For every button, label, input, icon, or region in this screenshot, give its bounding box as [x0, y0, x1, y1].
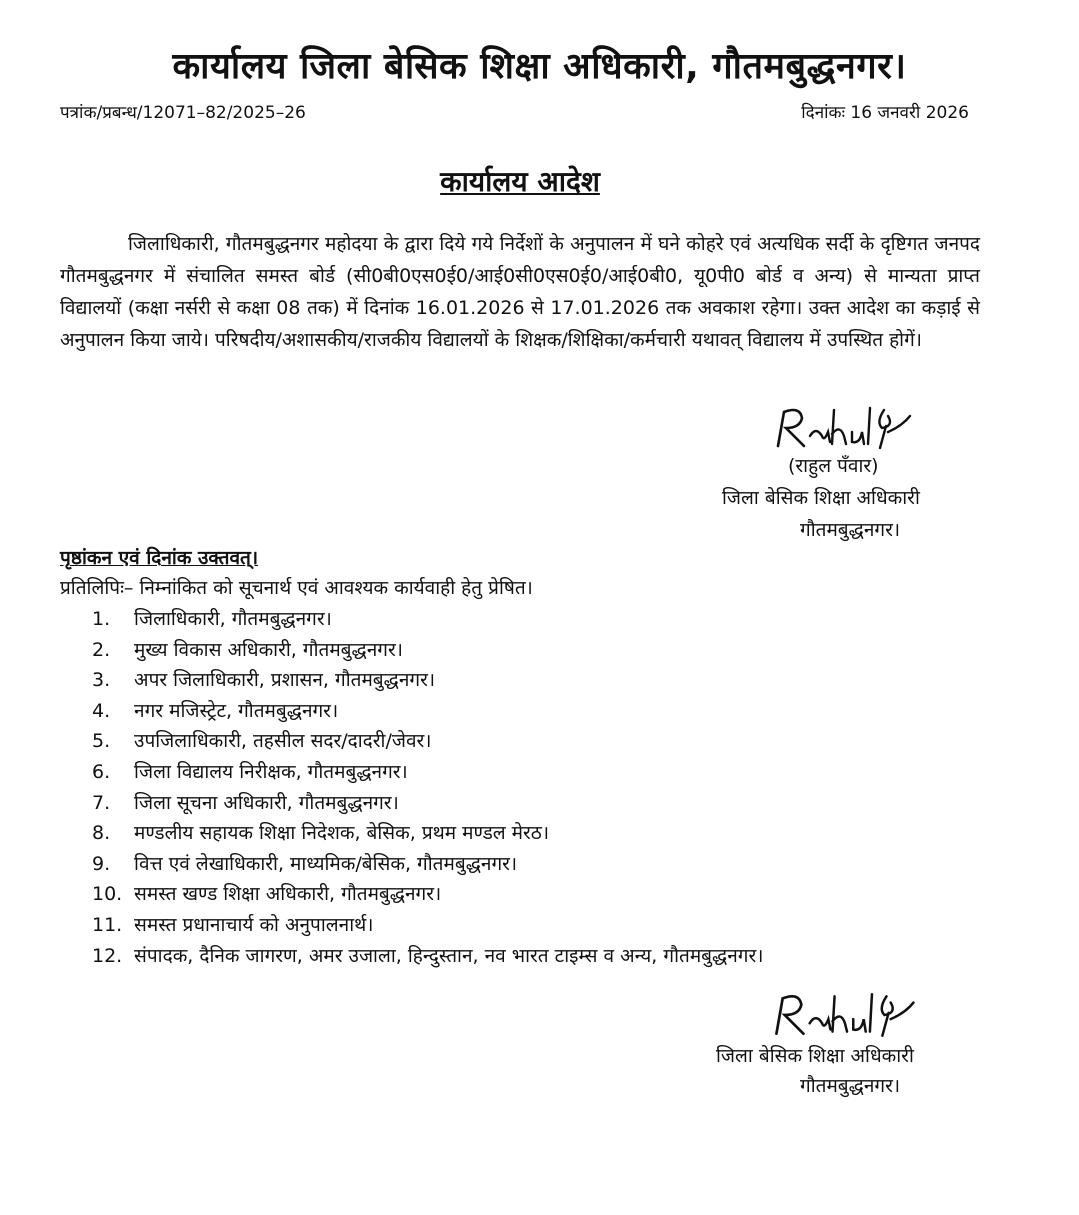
list-item-number: 5. [92, 730, 111, 753]
list-item [92, 879, 763, 910]
list-item-number: 9. [92, 852, 111, 875]
order-body-paragraph: जिलाधिकारी, गौतमबुद्धनगर महोदया के द्वारा दिये गये निर्देशों के अनुपालन में घने कोहरे एवं अत्यधिक सर्दी के दृष्टिगत जनपद गौतमबुद्धनगर में संचालित समस्त बोर्ड (सी0बी0एस0ई0/आई0सी0एस0ई0/आई0बी0, यू0पी0 बोर्ड व अन्य) से मान्यता प्राप्त विद्यालयों (कक्षा नर्सरी से कक्षा 08 तक) में दिनांक 16.01.2026 से 17.01.2026 तक अवकाश रहेगा। उक्त आदेश का कड़ाई से अनुपालन किया जाये। परिषदीय/अशासकीय/राजकीय विद्यालयों के शिक्षक/शिक्षिका/कर्मचारी यथावत् विद्यालय में उपस्थित होगें। [60, 233, 980, 351]
list-item [92, 604, 763, 635]
order-date: दिनांकः 16 जनवरी 2026 [801, 103, 969, 123]
list-item-number: 2. [92, 638, 111, 661]
list-item-text: जिलाधिकारी, गौतमबुद्धनगर। [134, 608, 332, 630]
list-item-text: वित्त एवं लेखाधिकारी, माध्यमिक/बेसिक, गौतमबुद्धनगर। [134, 852, 518, 875]
list-item-number: 6. [92, 760, 111, 783]
recipient-list [92, 604, 763, 971]
office-header-title: कार्यालय जिला बेसिक शिक्षा अधिकारी, गौतमबुद्धनगर। [172, 46, 907, 87]
list-item [92, 788, 763, 819]
list-item [92, 635, 763, 666]
reference-number: पत्रांक/प्रबन्ध/12071–82/2025–26 [60, 103, 306, 123]
list-item-number: 7. [92, 791, 111, 814]
list-item [92, 696, 763, 727]
handwritten-signature-2 [766, 988, 926, 1042]
list-item-text: मुख्य विकास अधिकारी, गौतमबुद्धनगर। [134, 638, 403, 661]
list-item-number: 3. [92, 669, 111, 692]
list-item [92, 665, 763, 696]
list-item-text: समस्त खण्ड शिक्षा अधिकारी, गौतमबुद्धनगर। [134, 883, 442, 906]
copy-to-intro: प्रतिलिपिः– निम्नांकित को सूचनार्थ एवं आवश्यक कार्यवाही हेतु प्रेषित। [60, 577, 533, 599]
list-item-number: 12. [92, 944, 123, 967]
list-item [92, 757, 763, 788]
list-item-text: अपर जिलाधिकारी, प्रशासन, गौतमबुद्धनगर। [134, 669, 436, 692]
signatory-designation-2: जिला बेसिक शिक्षा अधिकारी [716, 1045, 914, 1067]
list-item [92, 941, 763, 972]
list-item [92, 726, 763, 757]
list-item-number: 10. [92, 883, 123, 906]
handwritten-signature-1 [770, 402, 920, 454]
list-item-number: 4. [92, 699, 111, 722]
list-item [92, 910, 763, 941]
endorsement-heading: पृष्ठांकन एवं दिनांक उक्तवत्। [60, 547, 259, 569]
list-item-text: समस्त प्रधानाचार्य को अनुपालनार्थ। [134, 913, 374, 936]
order-heading: कार्यालय आदेश [440, 165, 600, 198]
list-item [92, 849, 763, 880]
list-item-text: संपादक, दैनिक जागरण, अमर उजाला, हिन्दुस्तान, नव भारत टाइम्स व अन्य, गौतमबुद्धनगर। [134, 944, 764, 967]
list-item-text: जिला सूचना अधिकारी, गौतमबुद्धनगर। [134, 791, 399, 814]
list-item-text: जिला विद्यालय निरीक्षक, गौतमबुद्धनगर। [134, 760, 408, 783]
list-item-text: मण्डलीय सहायक शिक्षा निदेशक, बेसिक, प्रथम मण्डल मेरठ। [134, 822, 550, 845]
signatory-place-2: गौतमबुद्धनगर। [800, 1075, 901, 1097]
list-item-text: उपजिलाधिकारी, तहसील सदर/दादरी/जेवर। [134, 730, 432, 753]
list-item [92, 818, 763, 849]
signatory-name: (राहुल पँवार) [788, 455, 879, 477]
list-item-text: नगर मजिस्ट्रेट, गौतमबुद्धनगर। [134, 699, 339, 722]
list-item-number: 1. [92, 608, 111, 630]
signatory-place: गौतमबुद्धनगर। [800, 519, 901, 541]
list-item-number: 8. [92, 822, 111, 845]
list-item-number: 11. [92, 913, 123, 936]
signatory-designation: जिला बेसिक शिक्षा अधिकारी [722, 487, 920, 509]
